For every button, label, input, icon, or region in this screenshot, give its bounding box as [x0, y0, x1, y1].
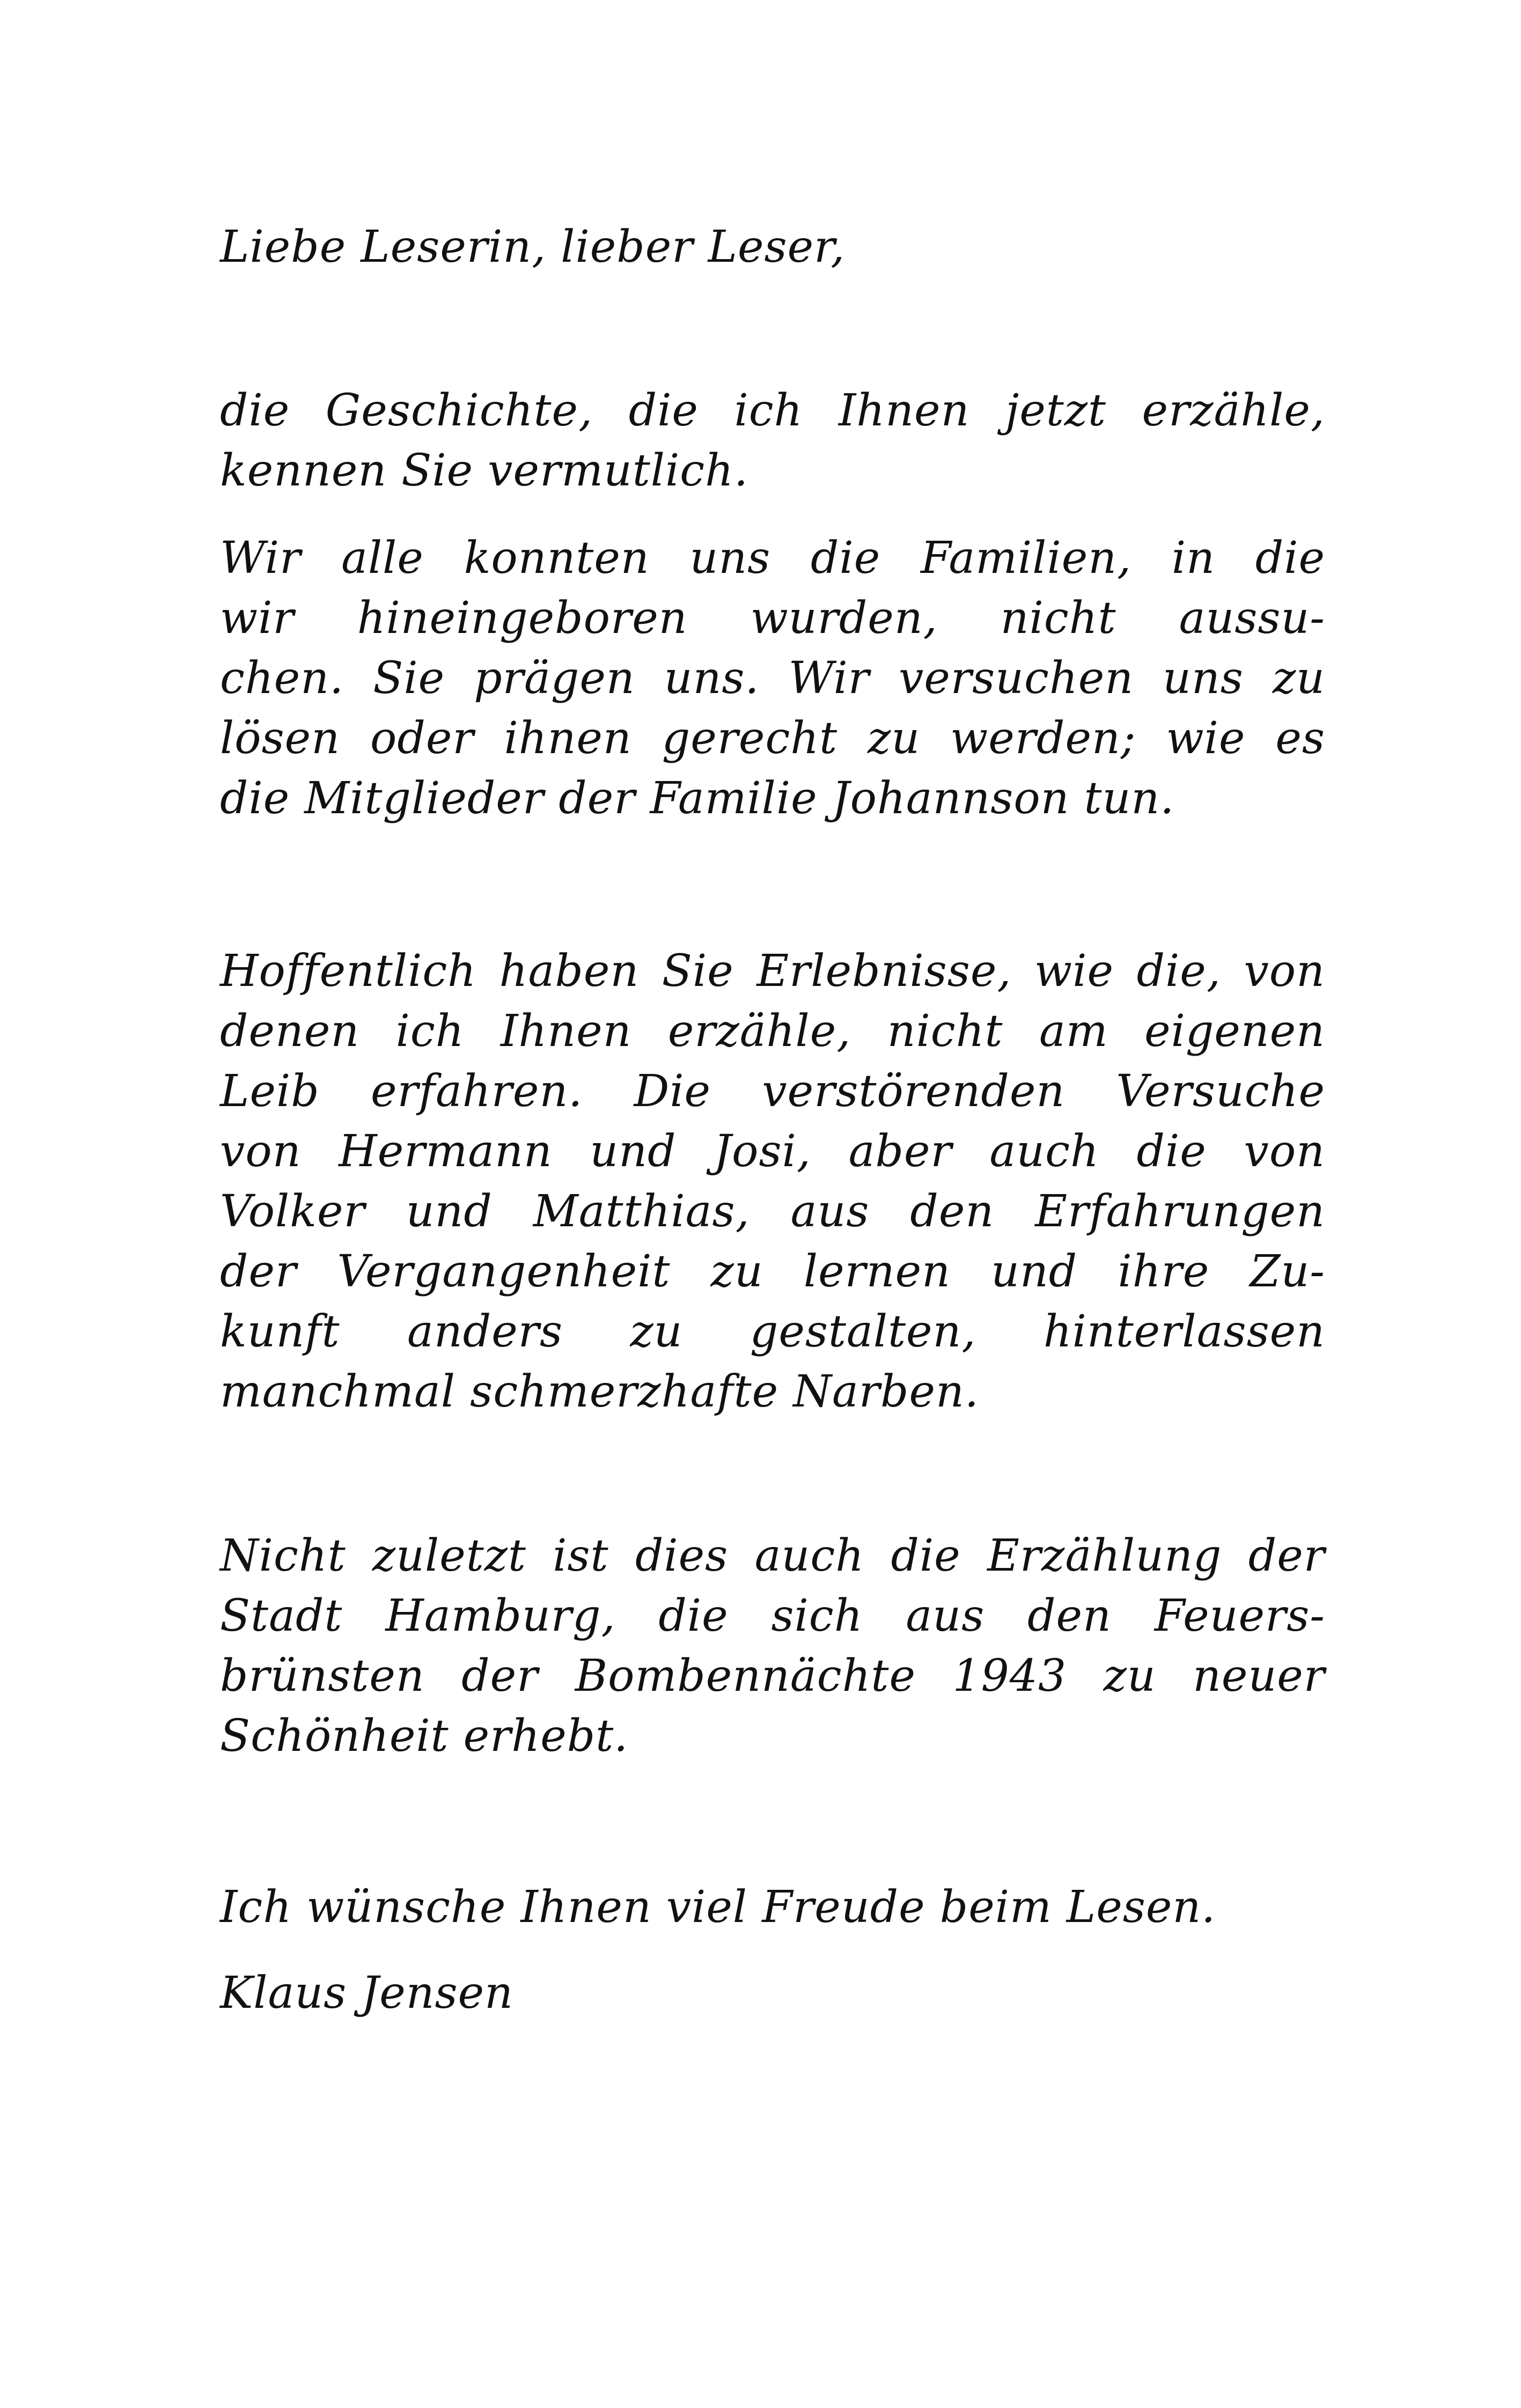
signature-name: Klaus Jensen [220, 1968, 513, 2019]
paragraph-experiences [220, 941, 1325, 1422]
signature [220, 1963, 1325, 2023]
paragraph-line: Hoffentlich haben Sie Erlebnisse, wie die, von [220, 946, 1325, 997]
paragraph-line: brünsten der Bombennächte 1943 zu neuer [220, 1651, 1325, 1702]
paragraph-line: denen ich Ihnen erzähle, nicht am eigenen [220, 1006, 1325, 1057]
paragraph-line: Leib erfahren. Die verstörenden Versuche [220, 1066, 1325, 1117]
paragraph-line: von Hermann und Josi, aber auch die von [220, 1126, 1325, 1177]
paragraph-line: Nicht zuletzt ist dies auch die Erzählung der [220, 1530, 1325, 1581]
paragraph-line: kennen Sie vermutlich. [220, 445, 749, 496]
paragraph-line: die Geschichte, die ich Ihnen jetzt erzähle, [220, 385, 1325, 436]
closing [220, 1877, 1325, 1938]
paragraph-line: Wir alle konnten uns die Familien, in die [220, 533, 1325, 584]
paragraph-intro [220, 381, 1325, 501]
paragraph-line: Volker und Matthias, aus den Erfahrungen [220, 1186, 1325, 1237]
paragraph-line: kunft anders zu gestalten, hinterlassen [220, 1306, 1325, 1357]
greeting [220, 217, 1325, 277]
paragraph-hamburg [220, 1526, 1325, 1766]
paragraph-line: chen. Sie prägen uns. Wir versuchen uns zu [220, 653, 1325, 704]
paragraph-line: wir hineingeboren wurden, nicht aussu- [220, 593, 1325, 644]
paragraph-families [220, 528, 1325, 829]
greeting-line: Liebe Leserin, lieber Leser, [220, 222, 846, 273]
paragraph-line: die Mitglieder der Familie Johannson tun. [220, 773, 1175, 824]
paragraph-line: Stadt Hamburg, die sich aus den Feuers- [220, 1590, 1325, 1641]
paragraph-line: Schönheit erhebt. [220, 1711, 629, 1762]
paragraph-line: manchmal schmerzhafte Narben. [220, 1366, 979, 1417]
paragraph-line: lösen oder ihnen gerecht zu werden; wie es [220, 713, 1325, 764]
paragraph-line: der Vergangenheit zu lernen und ihre Zu- [220, 1246, 1325, 1297]
closing-line: Ich wünsche Ihnen viel Freude beim Lesen. [220, 1882, 1216, 1933]
